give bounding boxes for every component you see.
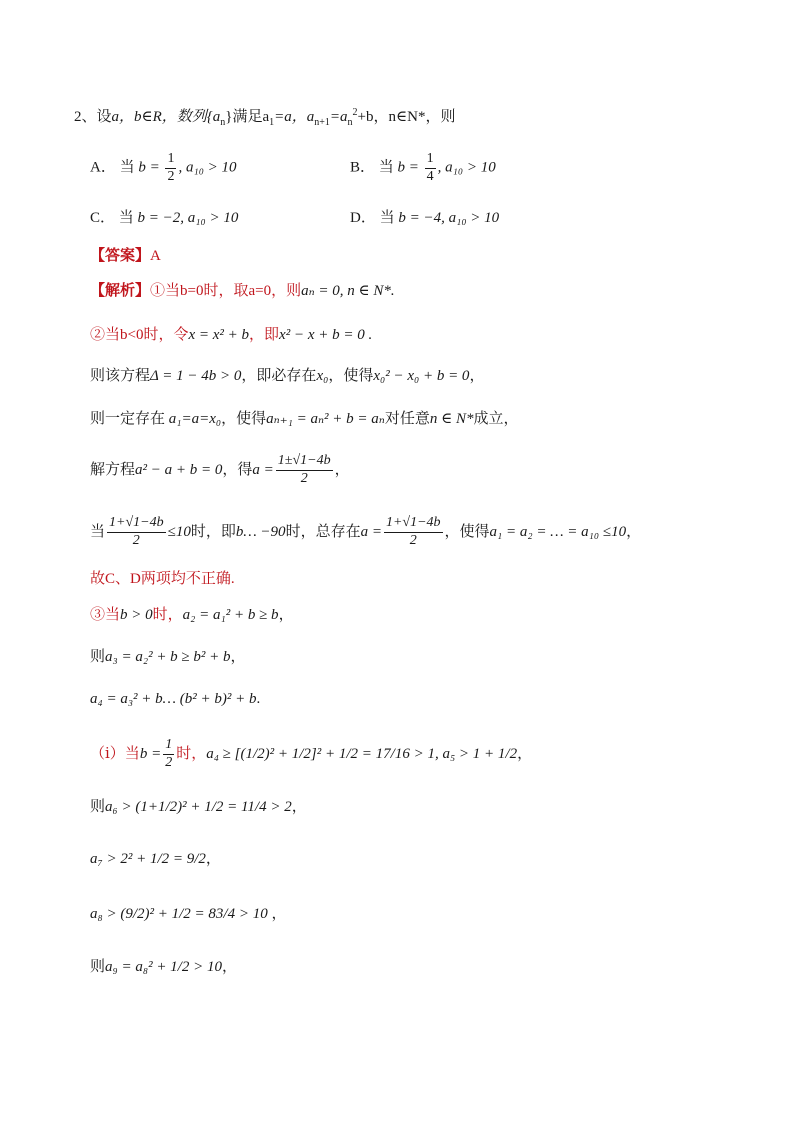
analysis-text: ， [626, 523, 642, 540]
analysis-text: . [256, 691, 261, 707]
analysis-line-7 [90, 572, 235, 587]
option-b: b = [397, 159, 419, 176]
fraction: $\frac{1}{2}$ [165, 736, 173, 770]
math-expression: aₙ = 0, n ∈ N*. [301, 283, 395, 299]
analysis-text: ②当b<0时，令 [90, 327, 189, 343]
analysis-text: ③当 [90, 607, 121, 623]
analysis-text: 故C、D两项均不正确. [90, 571, 235, 587]
option-a [90, 152, 237, 184]
option-letter: C． [90, 210, 116, 226]
analysis-line-3 [90, 369, 484, 384]
math-expression: a₁ = a₂ = … = a₁₀ ≤10 [489, 523, 627, 540]
math-expression: x² − x + b = 0 . [279, 327, 373, 343]
analysis-text: ，使得 [444, 523, 490, 540]
math-expression: a₆ > (1+1/2)² + 1/2 = 11/4 > 2 [105, 799, 292, 815]
analysis-text: ， [334, 461, 350, 478]
math-expression: b = [139, 745, 162, 762]
fraction: $\frac{1+√1-4b}{2}$ [109, 514, 164, 548]
math-expression: a₃ = a₂² + b ≥ b² + b [105, 649, 231, 665]
analysis-text: 解方程 [90, 461, 136, 478]
math-expression: a₂ = a₁² + b ≥ b [182, 607, 279, 623]
option-suffix: , a₁₀ > 10 [178, 159, 237, 176]
math-expression: a₁=a=x₀ [168, 411, 222, 427]
option-fraction: $\frac{1}{2}$ [167, 151, 175, 184]
stem-prefix: 设 [96, 109, 112, 125]
option-letter: B． [350, 159, 376, 176]
analysis-line-10 [90, 692, 260, 707]
question-stem: 2、设a，b∈R，数列$\{a_n\}$满足$a_1=a$，$a_{n+1}=a_n^2+b$，n∈N*，则 [74, 107, 456, 128]
math-expression: a₄ ≥ [(1/2)² + 1/2]² + 1/2 = 17/16 > 1, a₅ > 1 + 1/2 [206, 745, 518, 762]
fraction: $\frac{1\pm√1-4b}{2}$ [277, 452, 331, 486]
stem-tail: +b，n∈N*，则 [357, 109, 456, 125]
option-prefix: 当 [119, 159, 135, 176]
option-prefix: 当 [379, 210, 395, 226]
math-expression: x = x² + b [188, 327, 250, 343]
analysis-text: 成立， [473, 411, 519, 427]
analysis-text: 时，总存在 [285, 523, 361, 540]
analysis-line-11 [90, 732, 532, 776]
analysis-text: 时， [152, 607, 183, 623]
analysis-text: ，使得 [221, 411, 267, 427]
fraction: $\frac{1+√1-4b}{2}$ [385, 514, 441, 548]
math-expression: a² − a + b = 0 [135, 461, 223, 478]
option-prefix: 当 [378, 159, 394, 176]
stem-rec: =a [329, 109, 348, 125]
option-fraction: $\frac{1}{4}$ [426, 151, 434, 184]
analysis-text: ， [271, 906, 287, 922]
analysis-text: 则 [90, 959, 106, 975]
option-d [350, 211, 499, 226]
option-suffix: , a₁₀ > 10 [180, 210, 239, 226]
analysis-text: 时， [176, 745, 207, 762]
option-b: b = [138, 159, 160, 176]
analysis-text: ， [291, 799, 307, 815]
analysis-text: ，即 [249, 327, 280, 343]
math-expression: a₉ = a₈² + 1/2 > 10 [105, 959, 222, 975]
option-suffix: , a₁₀ > 10 [437, 159, 496, 176]
answer-value: A [150, 248, 161, 264]
analysis-text: ， [278, 607, 294, 623]
math-expression: ≤10 [167, 523, 191, 540]
analysis-text: ，得 [222, 461, 253, 478]
analysis-line-8 [90, 608, 294, 623]
stem-cond: =a，a [274, 109, 315, 125]
analysis-text: 则该方程 [90, 368, 151, 384]
option-letter: D． [350, 210, 376, 226]
analysis-text: 对任意 [384, 411, 430, 427]
math-expression: a = [252, 461, 274, 478]
option-c [90, 211, 238, 226]
analysis-line-13 [90, 852, 221, 867]
analysis-line-1 [90, 284, 395, 299]
option-b: b = −2 [137, 210, 181, 226]
math-expression: n ∈ N* [429, 411, 474, 427]
math-expression: a₈ > (9/2)² + 1/2 = 83/4 > 10 [90, 906, 268, 922]
analysis-text: 当 [90, 523, 106, 540]
analysis-text: ①当b=0时，取a=0，则 [150, 283, 302, 299]
analysis-text: ，使得 [328, 368, 374, 384]
option-letter: A． [90, 159, 116, 176]
analysis-line-15 [90, 960, 237, 975]
math-expression: Δ = 1 − 4b > 0 [150, 368, 242, 384]
analysis-line-4 [90, 412, 519, 427]
option-prefix: 当 [118, 210, 134, 226]
analysis-text: ， [205, 851, 221, 867]
math-expression: x₀² − x₀ + b = 0 [373, 368, 470, 384]
analysis-text: （ⅰ）当 [90, 745, 140, 762]
analysis-text: 则 [90, 649, 106, 665]
analysis-text: 则一定存在 [90, 411, 166, 427]
answer-line [90, 249, 161, 264]
analysis-text: ， [230, 649, 246, 665]
analysis-line-6 [90, 512, 641, 552]
analysis-line-2 [90, 328, 372, 343]
math-expression: b… −90 [235, 523, 286, 540]
analysis-text: ， [517, 745, 533, 762]
question-number: 2、 [74, 109, 97, 125]
option-suffix: , a₁₀ > 10 [441, 210, 500, 226]
math-expression: b > 0 [120, 607, 153, 623]
analysis-label: 【解析】 [90, 283, 151, 299]
analysis-line-9 [90, 650, 246, 665]
stem-mid: }满足a [225, 109, 270, 125]
math-expression: a = [360, 523, 382, 540]
math-expression: a₄ = a₃² + b… (b² + b)² + b [90, 691, 257, 707]
analysis-text: 则 [90, 799, 106, 815]
analysis-line-12 [90, 800, 307, 815]
analysis-text: 时，即 [190, 523, 236, 540]
answer-label: 【答案】 [90, 248, 151, 264]
option-b: b = −4 [398, 210, 442, 226]
analysis-line-14 [90, 907, 286, 922]
analysis-line-5 [90, 450, 350, 490]
math-expression: aₙ₊₁ = aₙ² + b = aₙ [266, 411, 385, 427]
analysis-text: ，即必存在 [241, 368, 317, 384]
math-expression: a₇ > 2² + 1/2 = 9/2 [90, 851, 206, 867]
analysis-text: ， [221, 959, 237, 975]
math-expression: x₀ [316, 368, 329, 384]
stem-sets: a，b∈R，数列{a [111, 109, 221, 125]
analysis-text: ， [469, 368, 485, 384]
option-b [350, 152, 496, 184]
